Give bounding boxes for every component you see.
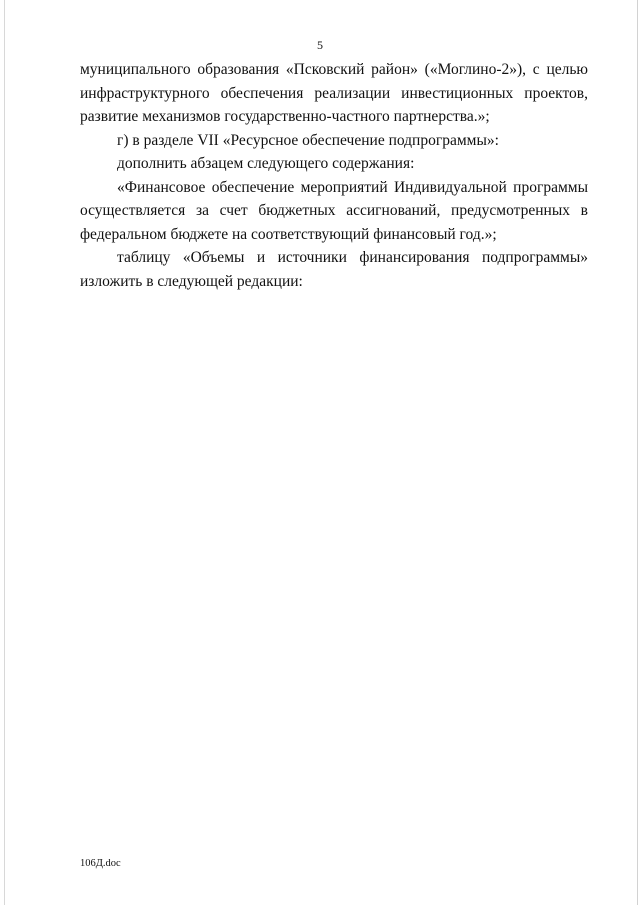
paragraph-5: таблицу «Объемы и источники финансирования подпрограммы» изложить в следующей редакции: — [80, 249, 588, 290]
paragraph-1: муниципального образования «Псковский район» («Моглино-2»), с целью инфраструктурного обеспечения реализации инвестиционных проектов, развитие механизмов государственно-частного партнерства.»; — [80, 61, 588, 125]
paragraph-4: «Финансовое обеспечение мероприятий Индивидуальной программы осуществляется за счет бюджетных ассигнований, предусмотренных в федеральном бюджете на соответствующий финансовый год.»; — [80, 178, 588, 243]
footer-filename: 106Д.doc — [80, 858, 121, 869]
paragraph-2: г) в разделе VII «Ресурсное обеспечение подпрограммы»: — [117, 131, 499, 149]
scan-edge-left — [4, 0, 5, 905]
paragraph-3: дополнить абзацем следующего содержания: — [117, 155, 415, 172]
scan-edge-right — [637, 0, 638, 905]
page-number: 5 — [317, 38, 323, 52]
body-text — [80, 58, 588, 293]
